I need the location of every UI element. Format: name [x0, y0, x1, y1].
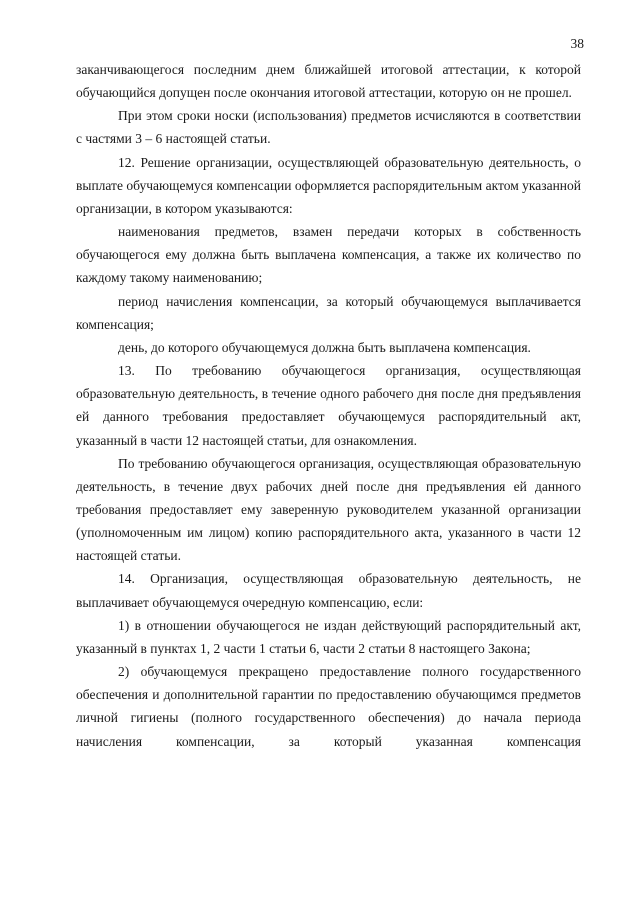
paragraph: 14. Организация, осуществляющая образовательную деятельность, не выплачивает обучающемуся очередную компенсацию, если: [76, 571, 581, 610]
document-body [76, 58, 581, 753]
paragraph: 1) в отношении обучающегося не издан действующий распорядительный акт, указанный в пунктах 1, 2 части 1 статьи 6, части 2 статьи 8 настоящего Закона; [76, 617, 581, 656]
paragraph: заканчивающегося последним днем ближайшей итоговой аттестации, к которой обучающийся допущен после окончания итоговой аттестации, которую он не прошел. [76, 62, 581, 101]
paragraph: наименования предметов, взамен передачи которых в собственность обучающегося ему должна быть выплачена компенсация, а также их количество по каждому такому наименованию; [76, 224, 581, 286]
paragraph: 13. По требованию обучающегося организация, осуществляющая образовательную деятельность, в течение одного рабочего дня после дня предъявления ей данного требования предоставляет обучающемуся распорядительный акт, указанный в части 12 настоящей статьи, для ознакомления. [76, 363, 581, 448]
paragraph: По требованию обучающегося организация, осуществляющая образовательную деятельность, в течение двух рабочих дней после дня предъявления ей данного требования предоставляет ему заверенную руководителем указанной организации (уполномоченным им лицом) копию распорядительного акта, указанного в части 12 настоящей статьи. [76, 455, 581, 564]
paragraph: период начисления компенсации, за который обучающемуся выплачивается компенсация; [76, 293, 581, 332]
paragraph: день, до которого обучающемуся должна быть выплачена компенсация. [118, 339, 531, 355]
paragraph: При этом сроки носки (использования) предметов исчисляются в соответствии с частями 3 – 6 настоящей статьи. [76, 108, 581, 147]
page-number: 38 [570, 36, 584, 51]
paragraph: 12. Решение организации, осуществляющей образовательную деятельность, о выплате обучающемуся компенсации оформляется распорядительным актом указанной организации, в котором указываются: [76, 154, 581, 216]
paragraph: 2) обучающемуся прекращено предоставление полного государственного обеспечения и дополнительной гарантии по предоставлению обучающимся предметов личной гигиены (полного государственного обеспечения) до начала периода начисления компенсации, за который указанная компенсация [76, 664, 581, 749]
